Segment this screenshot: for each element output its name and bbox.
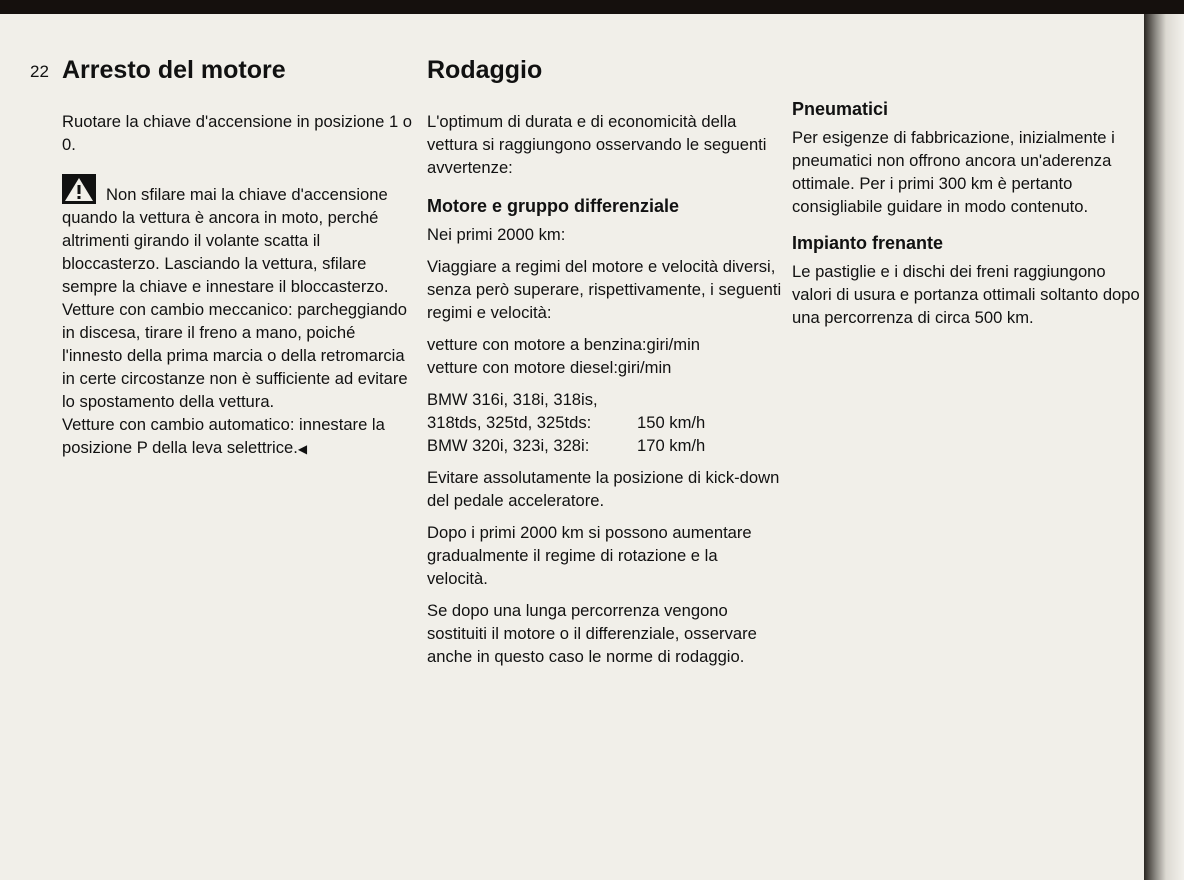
- speed-value: 150 km/h: [637, 413, 706, 432]
- column-right: [792, 98, 1142, 338]
- paragraph-intro: L'optimum di durata e di economicità della vettura si raggiungono osservando le seguenti avvertenze:: [427, 112, 767, 177]
- scan-top-border: [0, 0, 1184, 14]
- page-binding-edge: [1144, 14, 1184, 880]
- end-arrow-icon: ◀: [297, 442, 308, 456]
- warning-paragraph: [62, 174, 417, 298]
- speed-model: BMW 316i, 318i, 318is,: [427, 390, 598, 409]
- subtitle-brakes: Impianto frenante: [792, 233, 944, 253]
- section-title-running-in: Rodaggio: [427, 56, 543, 84]
- paragraph-first-km: Nei primi 2000 km:: [427, 225, 566, 244]
- paragraph-brakes: Le pastiglie e i dischi dei freni raggiungono valori di usura e portanza ottimali soltanto dopo una percorrenza di circa 500 km.: [792, 262, 1140, 327]
- paragraph-replacement: Se dopo una lunga percorrenza vengono sostituiti il motore o il differenziale, osservare anche in questo caso le norme di rodaggio.: [427, 601, 757, 666]
- paragraph-tyres: Per esigenze di fabbricazione, inizialmente i pneumatici non offrono ancora un'aderenza ottimale. Per i primi 300 km è pertanto consigliabile guidare in modo contenuto.: [792, 128, 1115, 216]
- paragraph-automatic-gearbox: [62, 413, 417, 461]
- paragraph-manual-gearbox: Vetture con cambio meccanico: parcheggiando in discesa, tirare il freno a mano, poiché l'innesto della prima marcia o della retromarcia in certe circostanze non è sufficiente ad evitare lo spostamento della vettura.: [62, 300, 408, 411]
- paragraph-kickdown: Evitare assolutamente la posizione di kick-down del pedale acceleratore.: [427, 468, 780, 510]
- warning-triangle-icon: [62, 174, 96, 204]
- subtitle-engine-differential: Motore e gruppo differenziale: [427, 196, 680, 216]
- subtitle-tyres: Pneumatici: [792, 99, 889, 119]
- page-number: 22: [30, 62, 49, 81]
- speed-value: [637, 388, 782, 411]
- speed-table: [427, 388, 782, 457]
- column-middle: [427, 54, 782, 677]
- speed-value: 170 km/h: [637, 436, 706, 455]
- warning-text: Non sfilare mai la chiave d'accensione quando la vettura è ancora in moto, perché altrimenti girando il volante scatta il bloccasterzo. Lasciando la vettura, sfilare sempre la chiave e innestare il bloccasterzo.: [62, 185, 389, 296]
- speed-model: 318tds, 325td, 325tds:: [427, 413, 592, 432]
- speed-model: BMW 320i, 323i, 328i:: [427, 436, 590, 455]
- column-left: [62, 54, 417, 470]
- automatic-text: Vetture con cambio automatico: innestare la posizione P della leva selettrice.: [62, 415, 385, 457]
- paragraph-key-position: Ruotare la chiave d'accensione in posizione 1 o 0.: [62, 112, 413, 154]
- line-diesel: vetture con motore diesel:giri/min: [427, 358, 672, 377]
- section-title-engine-stop: Arresto del motore: [62, 56, 286, 84]
- paragraph-advice: Viaggiare a regimi del motore e velocità diversi, senza però superare, rispettivamente, i seguenti regimi e velocità:: [427, 257, 782, 322]
- line-petrol: vetture con motore a benzina:giri/min: [427, 335, 701, 354]
- paragraph-after-2000: Dopo i primi 2000 km si possono aumentare gradualmente il regime di rotazione e la velocità.: [427, 523, 752, 588]
- paragraph-rpm-lines: [427, 333, 782, 379]
